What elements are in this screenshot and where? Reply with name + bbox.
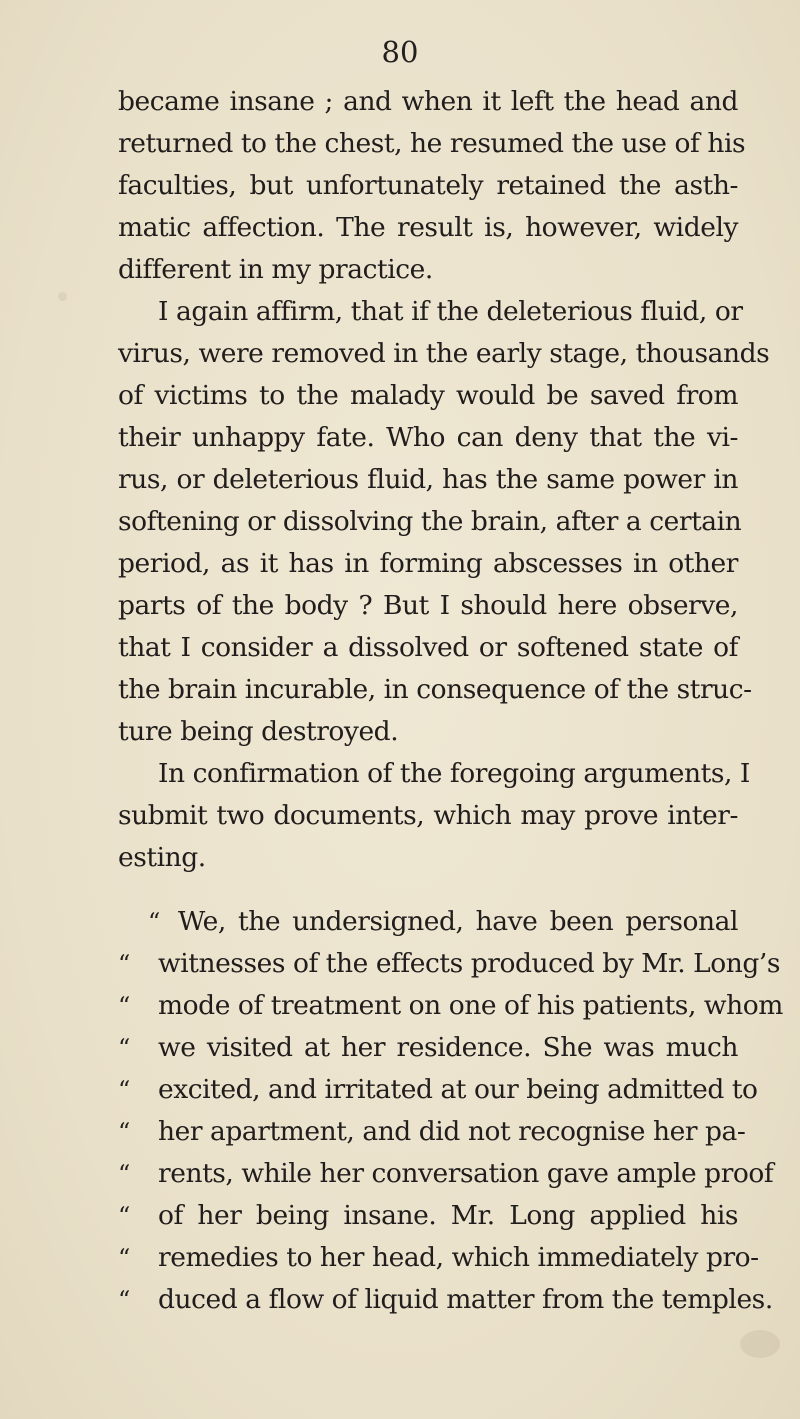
text-line: the brain incurable, in consequence of the struc- — [118, 674, 752, 705]
text-line: their unhappy fate. Who can deny that the vi- — [118, 422, 738, 453]
text-line: ture being destroyed. — [118, 716, 399, 747]
quotation-mark: “ — [118, 1244, 131, 1272]
text-line: that I consider a dissolved or softened state of — [118, 632, 738, 663]
text-line: submit two documents, which may prove inter- — [118, 800, 738, 831]
paragraph-start-line: I again affirm, that if the deleterious fluid, or — [158, 296, 743, 327]
quote-line: We, the undersigned, have been personal — [178, 906, 738, 937]
text-line: of victims to the malady would be saved from — [118, 380, 738, 411]
quote-line: remedies to her head, which immediately pro- — [158, 1242, 759, 1273]
quotation-mark: “ — [118, 1118, 131, 1146]
paragraph-start-line: In confirmation of the foregoing arguments, I — [158, 758, 750, 789]
paper-spot — [392, 476, 397, 481]
quotation-mark: “ — [118, 1160, 131, 1188]
quote-line: her apartment, and did not recognise her pa- — [158, 1116, 746, 1147]
quotation-mark: “ — [118, 1034, 131, 1062]
quotation-mark: “ — [118, 950, 131, 978]
quote-line: rents, while her conversation gave ample proof — [158, 1158, 774, 1189]
text-line: different in my practice. — [118, 254, 433, 285]
quotation-mark: “ — [118, 1202, 131, 1230]
text-line: became insane ; and when it left the head and — [118, 86, 738, 117]
quotation-mark: “ — [118, 1076, 131, 1104]
paper-spot — [58, 292, 67, 301]
text-line: virus, were removed in the early stage, thousands — [118, 338, 770, 369]
page-number: 80 — [381, 35, 419, 69]
quotation-mark: “ — [118, 992, 131, 1020]
quote-line: excited, and irritated at our being admitted to — [158, 1074, 758, 1105]
quote-line: of her being insane. Mr. Long applied his — [158, 1200, 738, 1231]
text-line: esting. — [118, 842, 206, 873]
text-line: faculties, but unfortunately retained the asth- — [118, 170, 738, 201]
text-line: softening or dissolving the brain, after a certain — [118, 506, 742, 537]
text-line: returned to the chest, he resumed the use of his — [118, 128, 746, 159]
paper-stain — [740, 1330, 780, 1358]
text-line: period, as it has in forming abscesses in other — [118, 548, 738, 579]
quote-line: witnesses of the effects produced by Mr. Long’s — [158, 948, 781, 979]
quote-line: mode of treatment on one of his patients, whom — [158, 990, 783, 1021]
quotation-mark: “ — [148, 908, 161, 936]
text-line: rus, or deleterious fluid, has the same power in — [118, 464, 738, 495]
quotation-mark: “ — [118, 1286, 131, 1314]
quote-line: we visited at her residence. She was much — [158, 1032, 738, 1063]
text-line: parts of the body ? But I should here observe, — [118, 590, 738, 621]
text-line: matic affection. The result is, however, widely — [118, 212, 738, 243]
quote-line: duced a flow of liquid matter from the temples. — [158, 1284, 773, 1315]
